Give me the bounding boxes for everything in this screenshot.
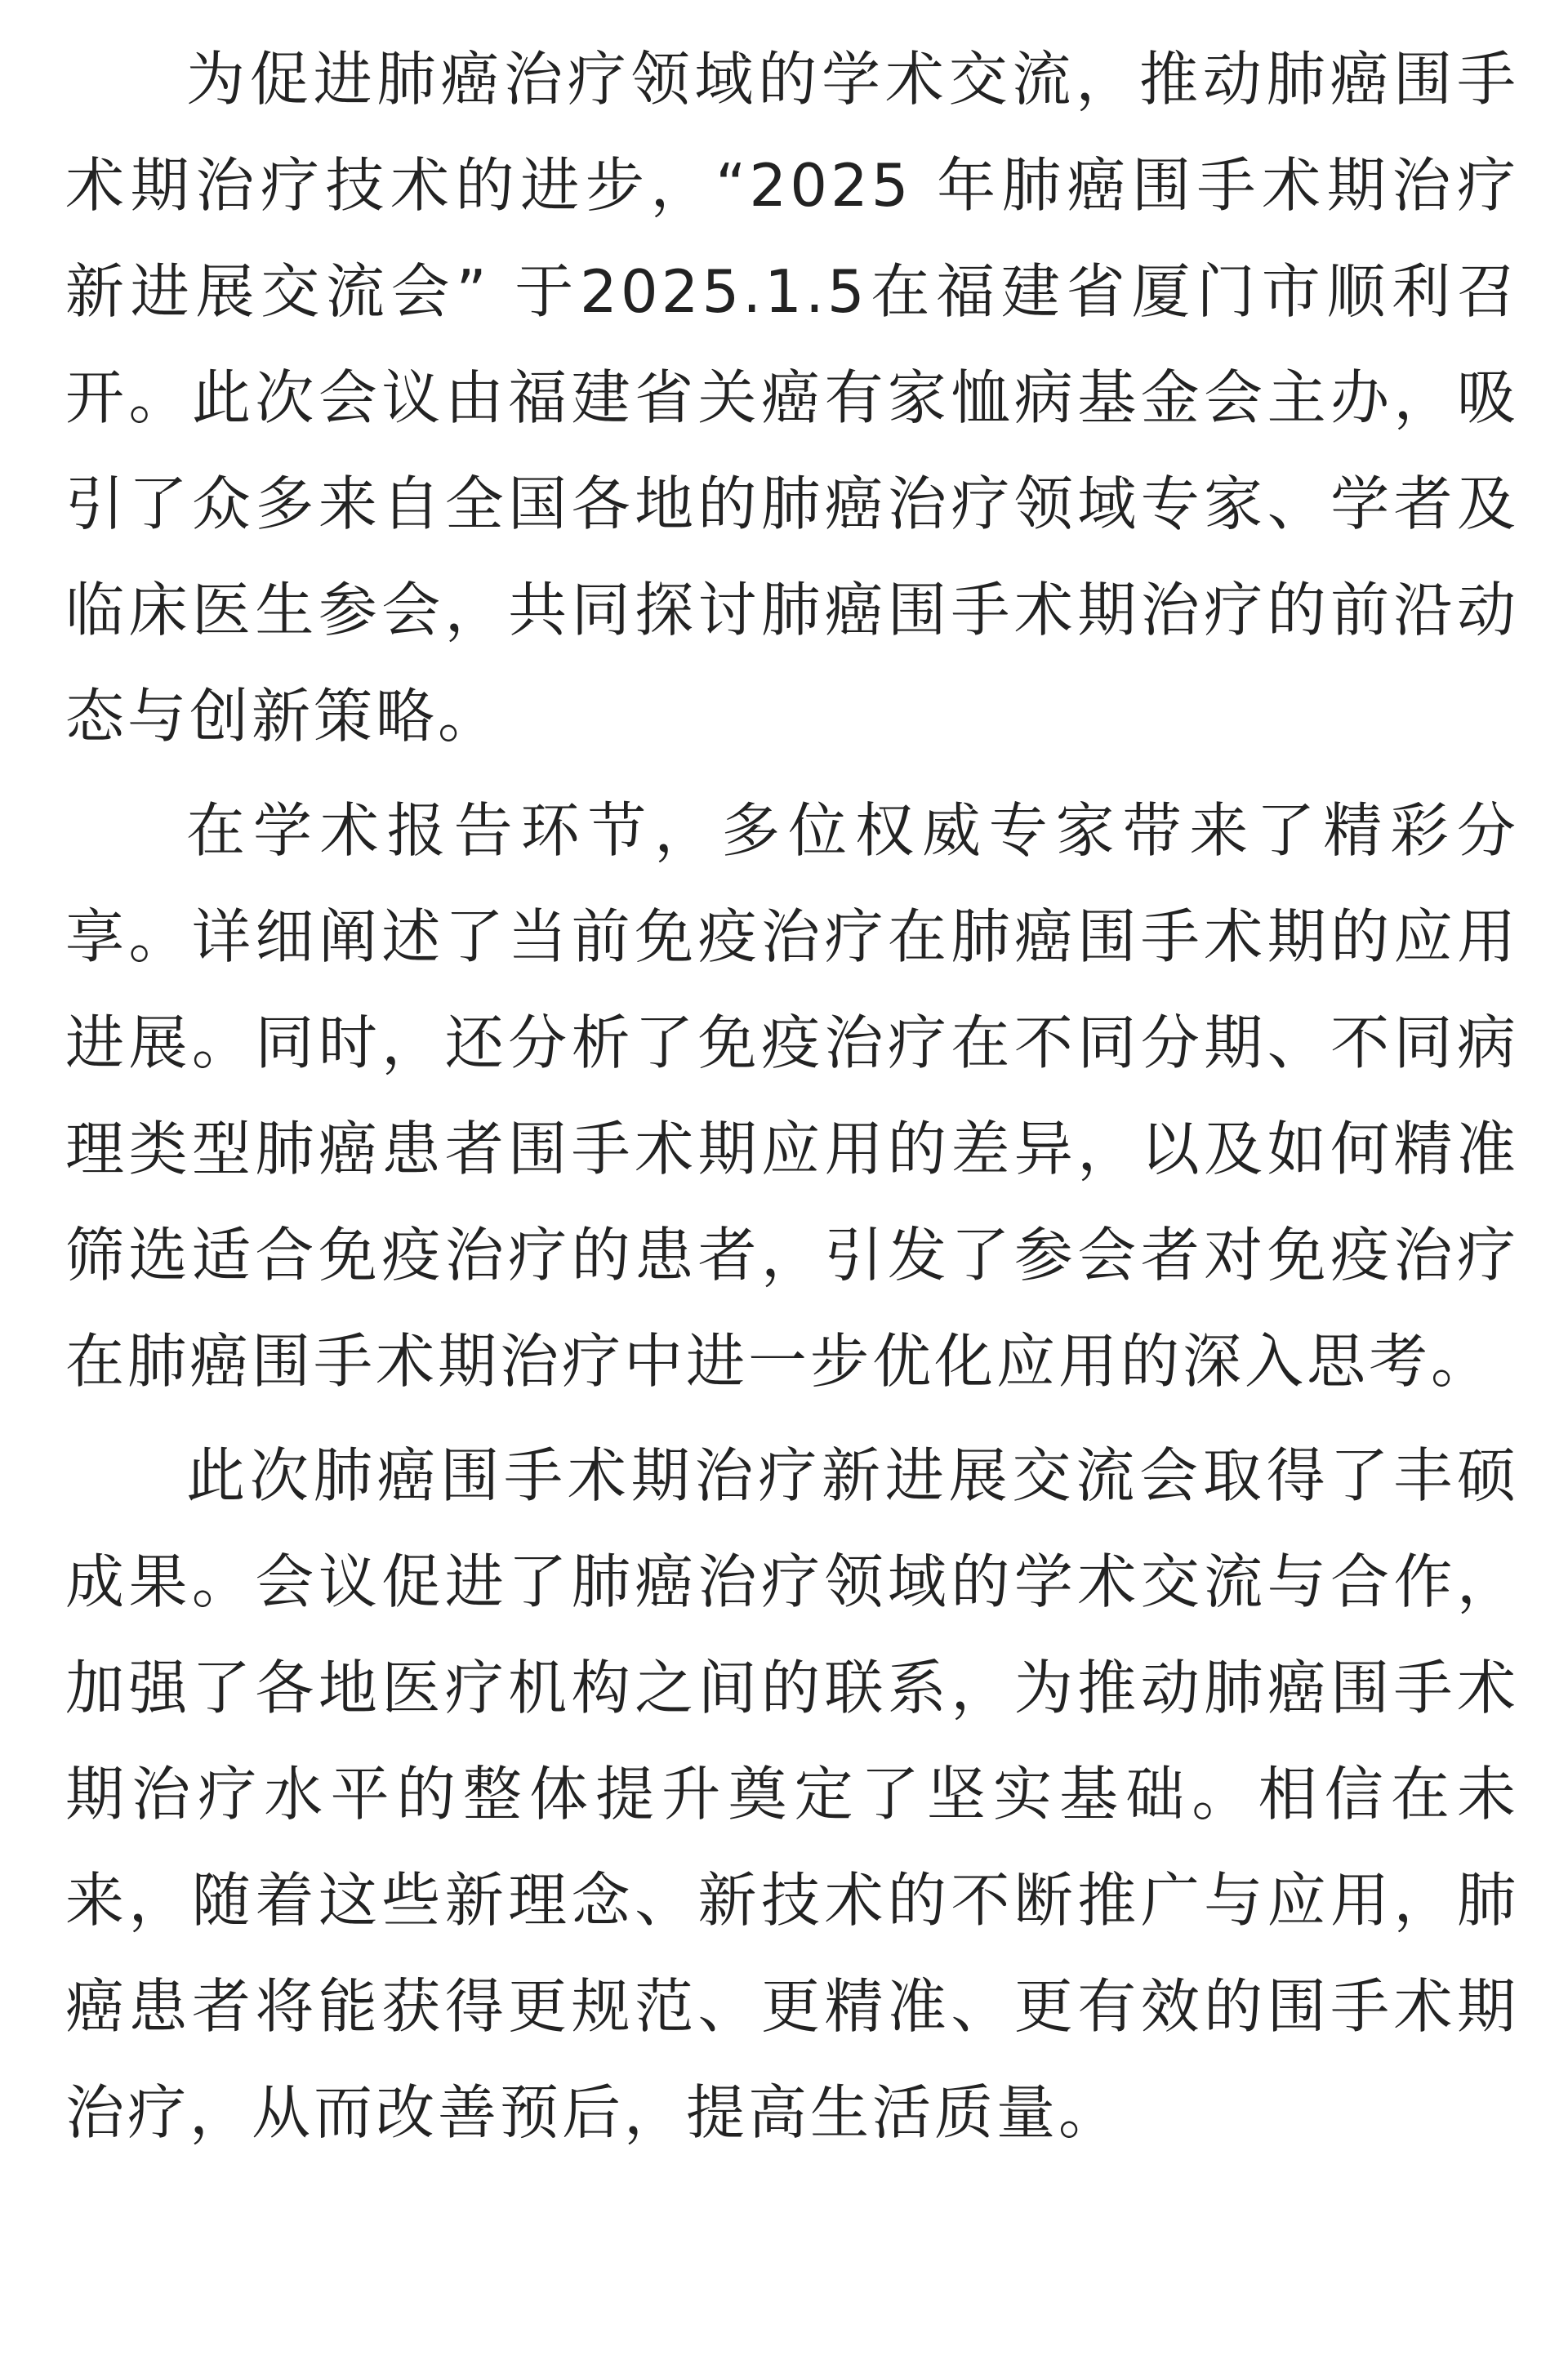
paragraph-1: 为促进肺癌治疗领域的学术交流，推动肺癌围手术期治疗技术的进步，“2025 年肺癌围手术期治疗新进展交流会” 于2025.1.5在福建省厦门市顺利召开。此次会议由福建省关癌有家恤病基金会主办，吸引了众多来自全国各地的肺癌治疗领域专家、学者及临床医生参会，共同探讨肺癌围手术期治疗的前沿动态与创新策略。 (65, 45, 1519, 750)
paragraph-3: 此次肺癌围手术期治疗新进展交流会取得了丰硕成果。会议促进了肺癌治疗领域的学术交流与合作，加强了各地医疗机构之间的联系，为推动肺癌围手术期治疗水平的整体提升奠定了坚实基础。相信在未来，随着这些新理念、新技术的不断推广与应用，肺癌患者将能获得更规范、更精准、更有效的围手术期治疗，从而改善预后，提高生活质量。 (65, 1441, 1519, 2147)
paragraph-2: 在学术报告环节，多位权威专家带来了精彩分享。详细阐述了当前免疫治疗在肺癌围手术期的应用进展。同时，还分析了免疫治疗在不同分期、不同病理类型肺癌患者围手术期应用的差异，以及如何精准筛选适合免疫治疗的患者，引发了参会者对免疫治疗在肺癌围手术期治疗中进一步优化应用的深入思考。 (65, 796, 1519, 1396)
article-body (65, 26, 1519, 2174)
